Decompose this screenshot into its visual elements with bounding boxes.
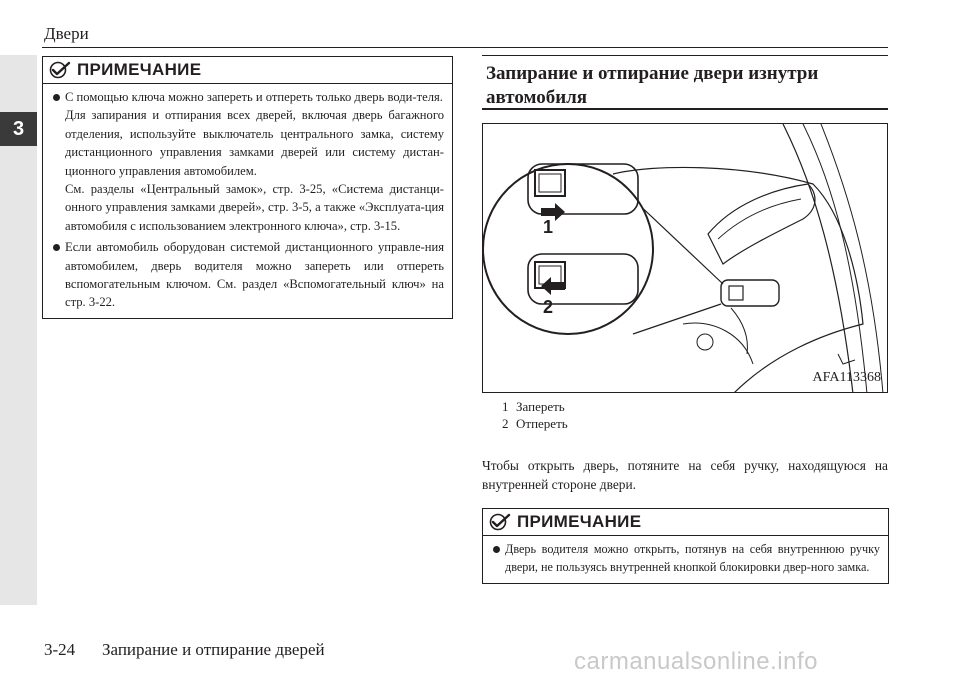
note-item bbox=[51, 88, 444, 235]
note-header bbox=[483, 509, 888, 536]
body-paragraph: Чтобы открыть дверь, потяните на себя ручку, находящуюся на внутренней стороне двери. bbox=[482, 458, 888, 492]
callout-1: 1 bbox=[543, 217, 554, 237]
bullet-icon bbox=[53, 94, 60, 101]
section-title bbox=[486, 62, 888, 110]
bullet-icon bbox=[493, 546, 500, 553]
note-label: ПРИМЕЧАНИЕ bbox=[517, 512, 642, 531]
note-body bbox=[483, 536, 888, 583]
callout-2: 2 bbox=[543, 297, 554, 317]
page-number: 3-24 bbox=[44, 640, 76, 659]
figure-legend bbox=[502, 398, 568, 432]
section-heading bbox=[482, 55, 888, 110]
note-box-right bbox=[482, 508, 889, 584]
note-text: С помощью ключа можно запереть и отпереть только дверь води-теля. bbox=[65, 90, 443, 104]
legend-item bbox=[502, 415, 568, 432]
legend-item bbox=[502, 398, 568, 415]
note-text: Дверь водителя можно открыть, потянув на себя внутреннюю ручку двери, не пользуясь внутренней кнопкой блокировки двер-ного замка. bbox=[505, 542, 880, 575]
checkmark-icon bbox=[49, 61, 71, 79]
legend-text: Отпереть bbox=[516, 416, 568, 431]
footer-title: Запирание и отпирание дверей bbox=[102, 640, 325, 659]
watermark: carmanualsonline.info bbox=[574, 648, 818, 675]
legend-num: 1 bbox=[502, 399, 509, 414]
note-body bbox=[43, 84, 452, 318]
legend-text: Запереть bbox=[516, 399, 565, 414]
chapter-tab: 3 bbox=[0, 112, 37, 146]
door-interior-illustration bbox=[483, 124, 888, 393]
section-title-line: Запирание и отпирание двери изнутри bbox=[486, 63, 819, 84]
header-rule bbox=[42, 47, 888, 48]
note-text: См. разделы «Центральный замок», стр. 3-25, «Система дистанци-онного управления замками дверей», стр. 3-5, а также «Эксплуата-ция автомобиля с использованием электронного ключа», стр. 3-15. bbox=[65, 182, 444, 233]
note-item bbox=[51, 238, 444, 312]
section-title-line: автомобиля bbox=[486, 87, 588, 108]
bullet-icon bbox=[53, 244, 60, 251]
header-title: Двери bbox=[44, 24, 89, 43]
note-text: Если автомобиль оборудован системой дистанционного управле-ния автомобилем, дверь водителя можно запереть или отпереть вспомогательным ключом. См. раздел «Вспомогательный ключ» на стр. 3-22. bbox=[65, 240, 444, 310]
note-box-left bbox=[42, 56, 453, 319]
note-text: Для запирания и отпирания всех дверей, включая дверь багажного отделения, используйте выключатель центрального замка, систему дистанционного управления замками дверей или систему дистан-ционного управления автомобилем. bbox=[65, 108, 444, 178]
note-label: ПРИМЕЧАНИЕ bbox=[77, 60, 202, 79]
note-header bbox=[43, 57, 452, 84]
legend-num: 2 bbox=[502, 416, 509, 431]
note-item bbox=[491, 540, 880, 577]
door-lock-figure bbox=[482, 123, 888, 393]
figure-code: AFA113368 bbox=[812, 370, 881, 385]
checkmark-icon bbox=[489, 513, 511, 531]
